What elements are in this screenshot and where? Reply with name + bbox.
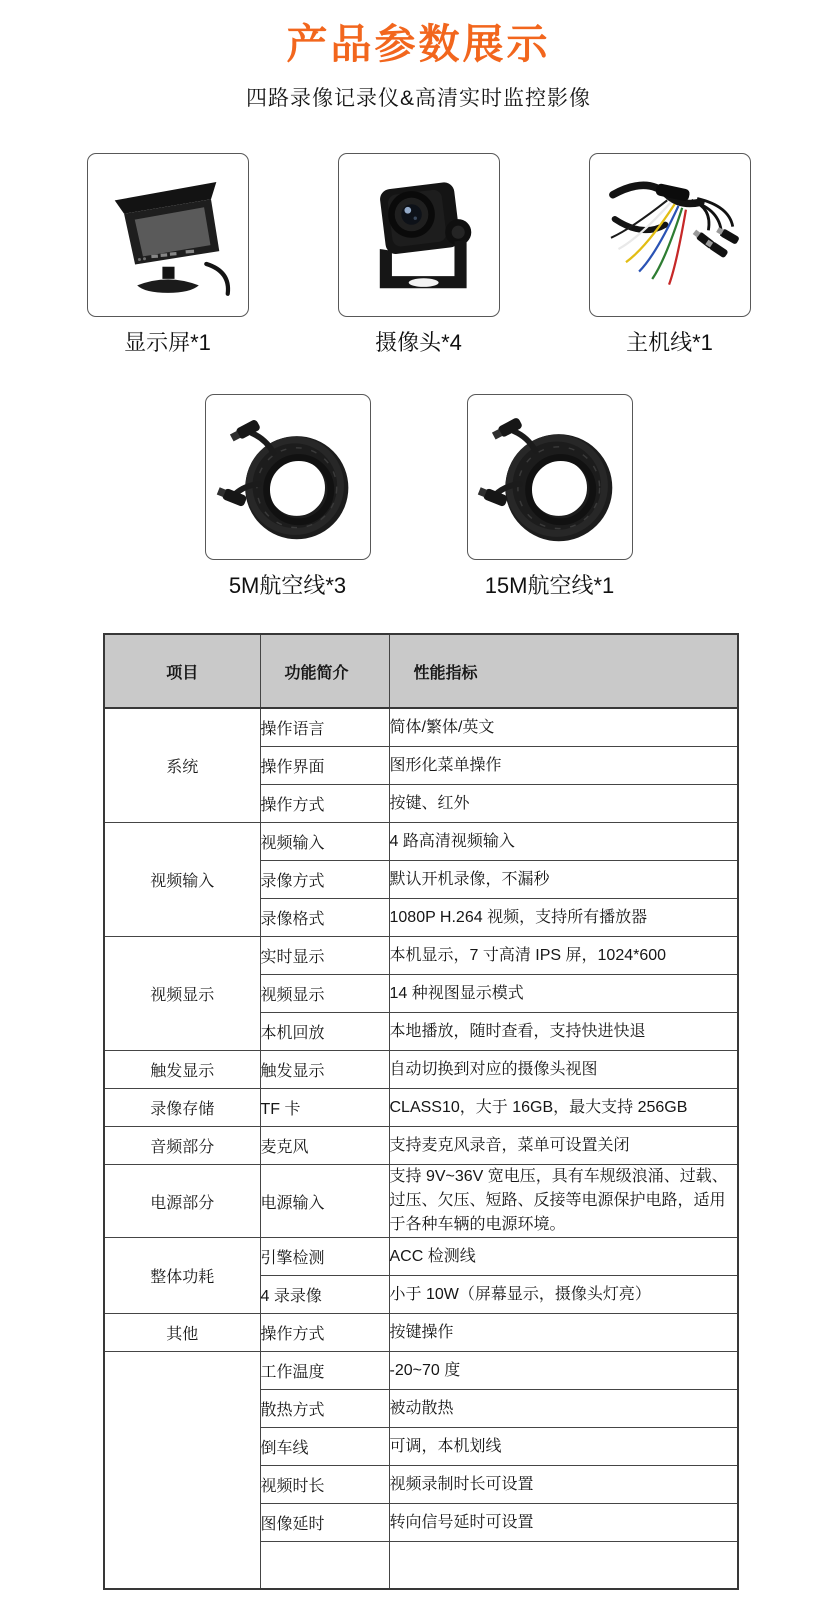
- spec-cell: 自动切换到对应的摄像头视图: [389, 1051, 738, 1089]
- table-row: [104, 1089, 738, 1127]
- col-header-feature: 功能简介: [260, 634, 389, 708]
- feature-cell: 视频时长: [260, 1466, 389, 1504]
- spec-cell: -20~70 度: [389, 1352, 738, 1390]
- feature-cell: 实时显示: [260, 937, 389, 975]
- monitor-image: [98, 161, 238, 309]
- spec-cell: 支持麦克风录音，菜单可设置关闭: [389, 1127, 738, 1165]
- product-row-2: [0, 394, 837, 600]
- item-cell: [104, 1352, 260, 1590]
- feature-cell: 散热方式: [260, 1390, 389, 1428]
- table-row: [104, 1165, 738, 1238]
- product-card: [205, 394, 371, 560]
- feature-cell: 图像延时: [260, 1504, 389, 1542]
- spec-cell: 视频录制时长可设置: [389, 1466, 738, 1504]
- product-camera: [338, 153, 500, 357]
- feature-cell: 4 录录像: [260, 1276, 389, 1314]
- spec-cell: 图形化菜单操作: [389, 747, 738, 785]
- spec-cell: 支持 9V~36V 宽电压，具有车规级浪涌、过载、过压、欠压、短路、反接等电源保护电路，适用于各种车辆的电源环境。: [389, 1165, 738, 1238]
- harness-image: [599, 161, 741, 309]
- feature-cell: 麦克风: [260, 1127, 389, 1165]
- spec-cell: CLASS10，大于 16GB，最大支持 256GB: [389, 1089, 738, 1127]
- feature-cell: 操作界面: [260, 747, 389, 785]
- table-header-row: [104, 634, 738, 708]
- product-card: [338, 153, 500, 317]
- feature-cell: [260, 1542, 389, 1590]
- table-row: [104, 1352, 738, 1390]
- feature-cell: 电源输入: [260, 1165, 389, 1238]
- spec-cell: 按键、红外: [389, 785, 738, 823]
- spec-cell: 14 种视图显示模式: [389, 975, 738, 1013]
- table-row: [104, 1051, 738, 1089]
- spec-cell: 转向信号延时可设置: [389, 1504, 738, 1542]
- feature-cell: 录像方式: [260, 861, 389, 899]
- table-row: [104, 1238, 738, 1276]
- page-subtitle: 四路录像记录仪&高清实时监控影像: [245, 87, 591, 110]
- table-row: [104, 823, 738, 861]
- col-header-spec: 性能指标: [389, 634, 738, 708]
- item-cell: 电源部分: [104, 1165, 260, 1238]
- item-cell: 触发显示: [104, 1051, 260, 1089]
- item-cell: 视频显示: [104, 937, 260, 1051]
- page-title: 产品参数展示: [286, 21, 551, 67]
- table-row: [104, 937, 738, 975]
- cable-coil-image: [477, 402, 623, 552]
- spec-cell: 默认开机录像，不漏秒: [389, 861, 738, 899]
- product-card: [87, 153, 249, 317]
- spec-cell: 被动散热: [389, 1390, 738, 1428]
- spec-cell: 可调，本机划线: [389, 1428, 738, 1466]
- item-cell: 整体功耗: [104, 1238, 260, 1314]
- spec-cell: 简体/繁体/英文: [389, 708, 738, 747]
- item-cell: 系统: [104, 708, 260, 823]
- item-cell: 其他: [104, 1314, 260, 1352]
- spec-cell: 本地播放，随时查看，支持快进快退: [389, 1013, 738, 1051]
- feature-cell: 视频显示: [260, 975, 389, 1013]
- feature-cell: 操作方式: [260, 1314, 389, 1352]
- product-label: 主机线*1: [626, 330, 713, 355]
- spec-cell: 按键操作: [389, 1314, 738, 1352]
- feature-cell: TF 卡: [260, 1089, 389, 1127]
- product-cable-15m: [467, 394, 633, 600]
- spec-cell: 本机显示，7 寸高清 IPS 屏，1024*600: [389, 937, 738, 975]
- spec-cell: 4 路高清视频输入: [389, 823, 738, 861]
- feature-cell: 触发显示: [260, 1051, 389, 1089]
- product-label: 摄像头*4: [375, 330, 462, 355]
- product-harness: [589, 153, 751, 357]
- feature-cell: 录像格式: [260, 899, 389, 937]
- table-row: [104, 1127, 738, 1165]
- feature-cell: 操作语言: [260, 708, 389, 747]
- feature-cell: 倒车线: [260, 1428, 389, 1466]
- product-cable-5m: [205, 394, 371, 600]
- spec-cell: 1080P H.264 视频，支持所有播放器: [389, 899, 738, 937]
- spec-cell: ACC 检测线: [389, 1238, 738, 1276]
- table-row: [104, 1314, 738, 1352]
- item-cell: 音频部分: [104, 1127, 260, 1165]
- product-label: 5M航空线*3: [228, 573, 347, 598]
- product-monitor: [87, 153, 249, 357]
- feature-cell: 本机回放: [260, 1013, 389, 1051]
- item-cell: 录像存储: [104, 1089, 260, 1127]
- cable-coil-image: [215, 402, 361, 552]
- col-header-item: 项目: [104, 634, 260, 708]
- spec-cell: [389, 1542, 738, 1590]
- spec-table: [103, 633, 739, 1590]
- product-label: 显示屏*1: [124, 330, 211, 355]
- table-row: [104, 708, 738, 747]
- feature-cell: 工作温度: [260, 1352, 389, 1390]
- item-cell: 视频输入: [104, 823, 260, 937]
- product-card: [589, 153, 751, 317]
- product-card: [467, 394, 633, 560]
- spec-cell: 小于 10W（屏幕显示，摄像头灯亮）: [389, 1276, 738, 1314]
- camera-image: [349, 161, 489, 309]
- product-label: 15M航空线*1: [484, 573, 615, 598]
- feature-cell: 引擎检测: [260, 1238, 389, 1276]
- feature-cell: 操作方式: [260, 785, 389, 823]
- feature-cell: 视频输入: [260, 823, 389, 861]
- product-row-1: [0, 153, 837, 357]
